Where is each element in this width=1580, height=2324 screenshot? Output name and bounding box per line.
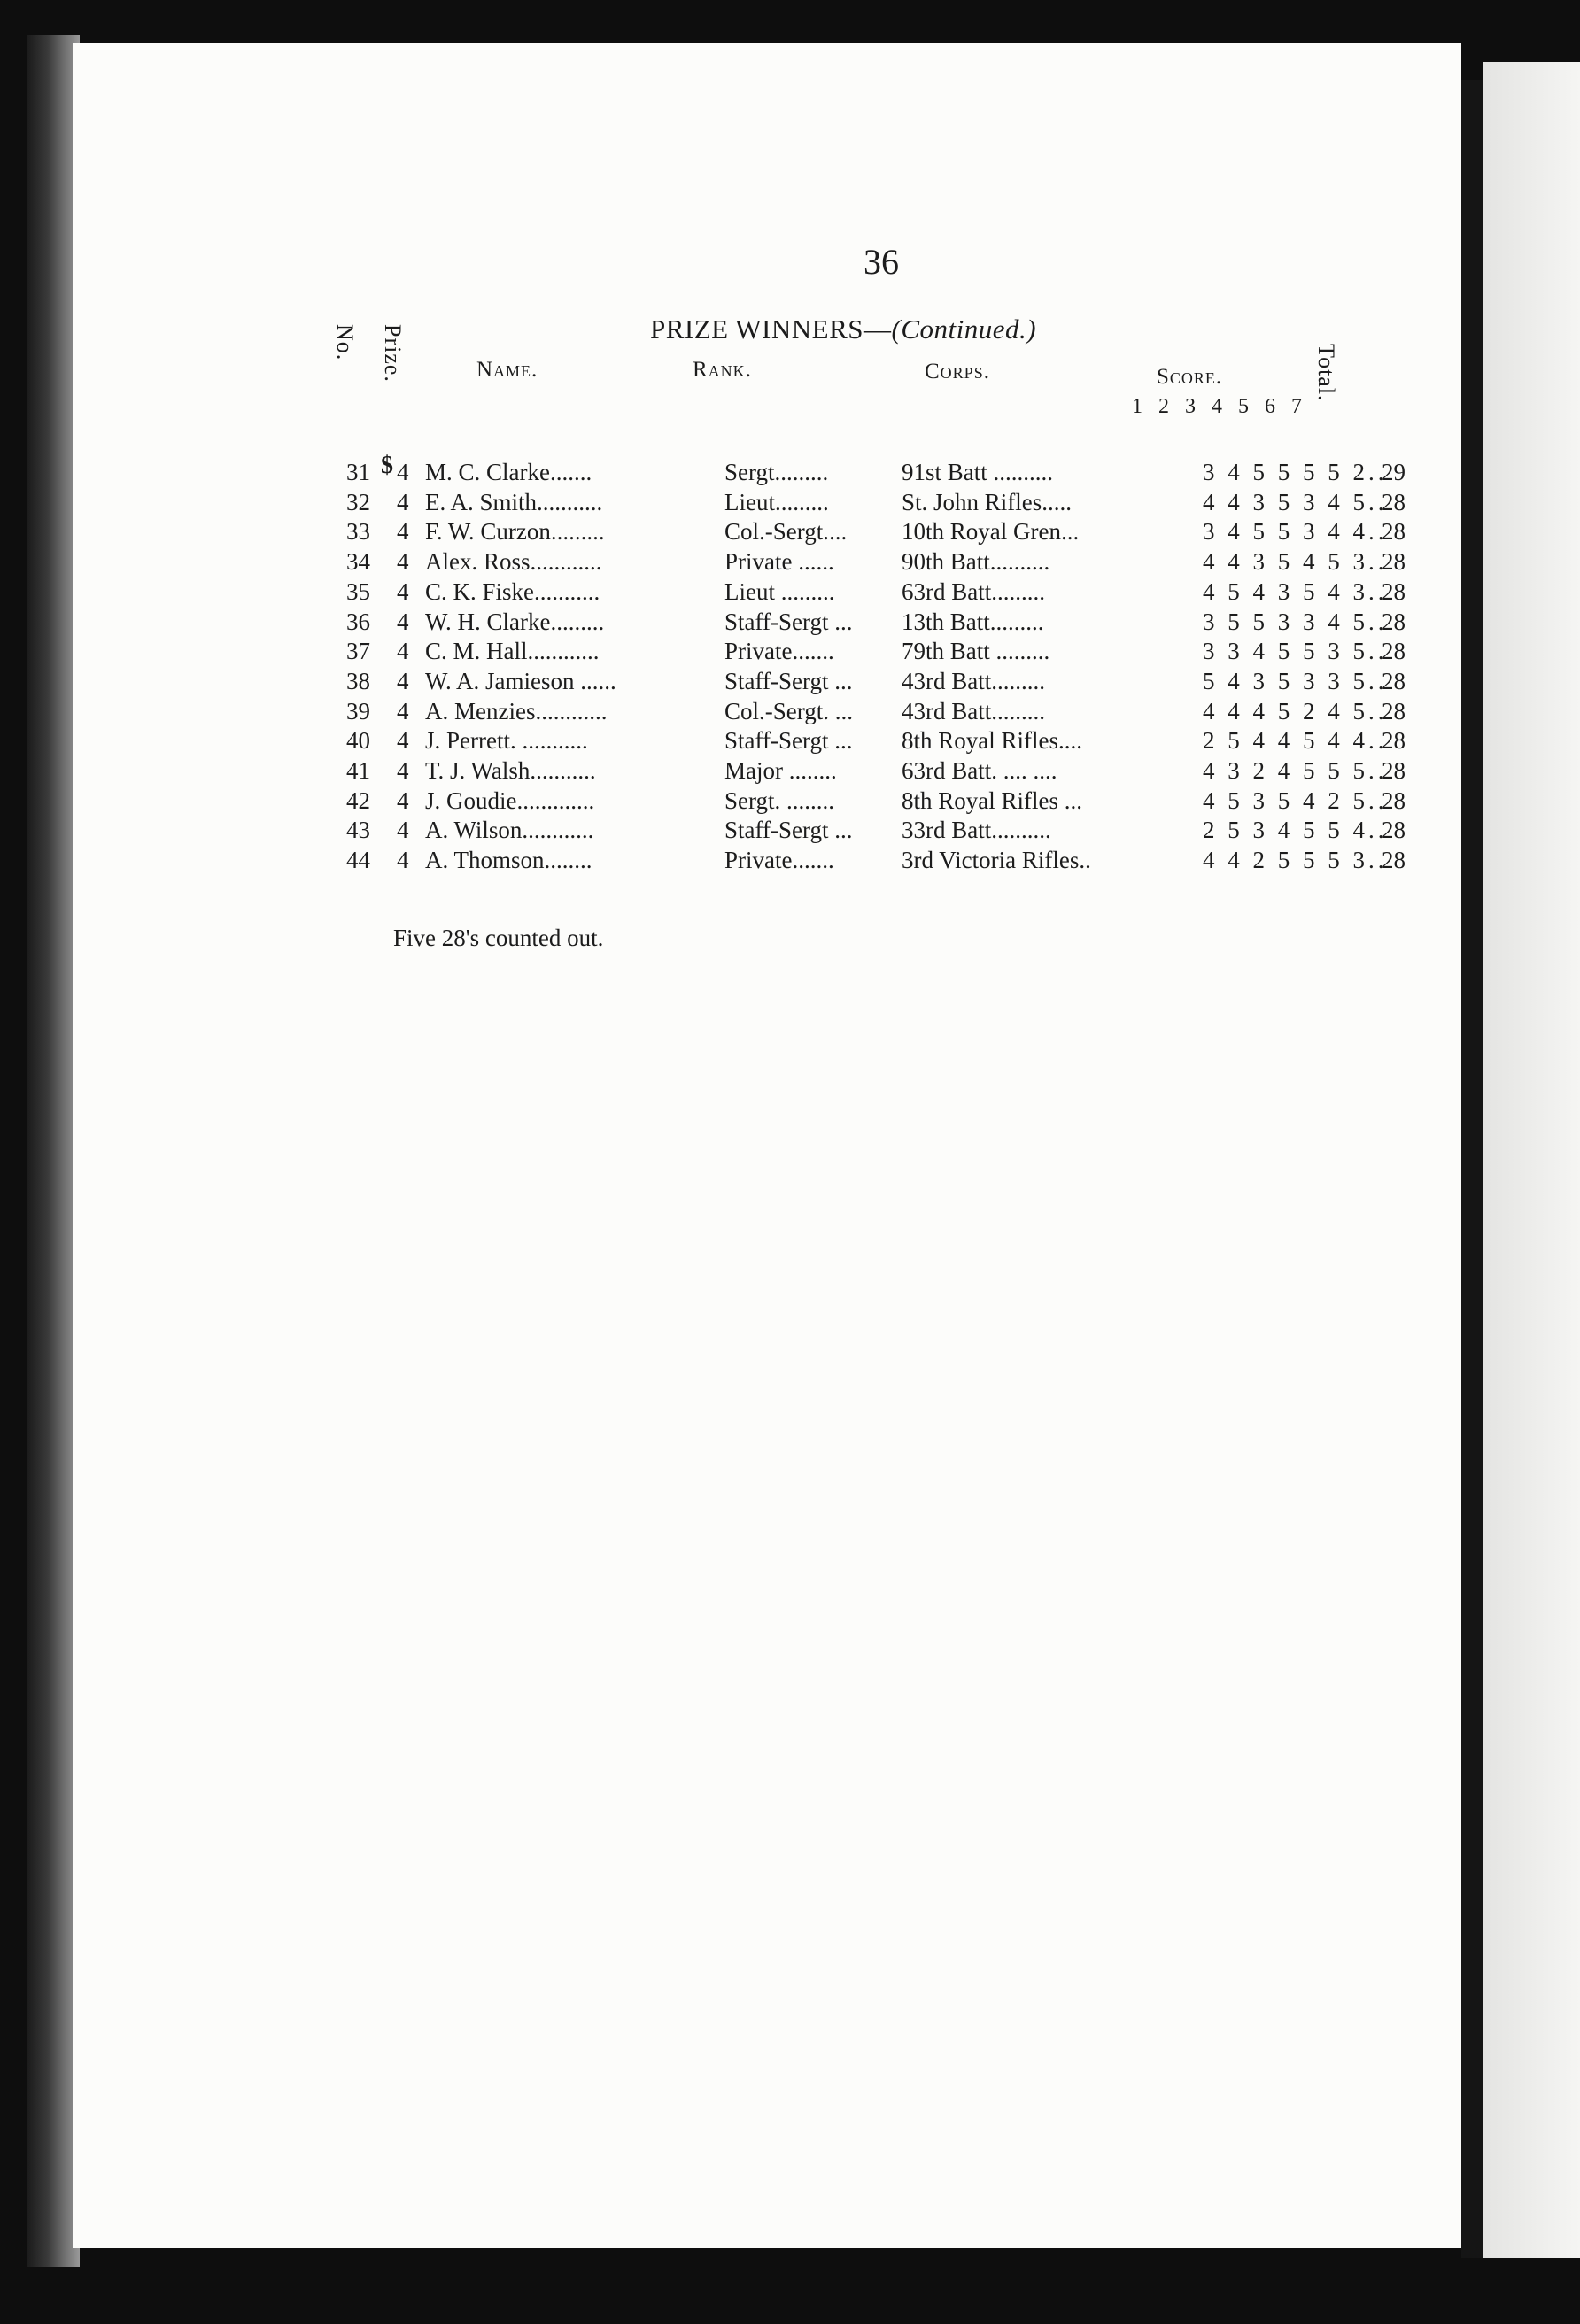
cell-prize: 4 [397,667,409,694]
cell-prize: 4 [397,488,409,515]
cell-corps: 63rd Batt......... [902,577,1045,605]
cell-name: A. Menzies............ [425,697,608,724]
cell-name: W. A. Jamieson ...... [425,667,616,694]
cell-corps: 3rd Victoria Rifles.. [902,847,1091,874]
cell-corps: 8th Royal Rifles ... [902,786,1082,814]
cell-name: J. Perrett. ........... [425,727,588,755]
header-prize: Prize. [380,324,406,383]
table-row [73,847,1461,877]
table-row [73,638,1461,668]
table-row [73,757,1461,787]
header-name: Name. [476,358,538,382]
header-dollar: $ [381,452,393,479]
cell-corps: 79th Batt ......... [902,638,1050,665]
table-row [73,817,1461,847]
cell-prize: 4 [397,518,409,546]
cell-prize: 4 [397,786,409,814]
cell-score: 2 5 4 4 5 4 4.. [1203,727,1388,755]
table-row [73,787,1461,817]
table-row [73,668,1461,698]
cell-total: 28 [1382,488,1406,515]
cell-rank: Lieut......... [724,488,829,515]
cell-corps: 43rd Batt......... [902,667,1045,694]
cell-rank: Col.-Sergt.... [724,518,848,546]
cell-no: 40 [346,727,370,755]
cell-corps: 91st Batt .......... [902,459,1054,485]
cell-total: 28 [1382,577,1406,605]
table-row [73,727,1461,757]
cell-rank: Sergt......... [724,459,829,485]
cell-name: F. W. Curzon......... [425,518,605,546]
cell-total: 28 [1382,697,1406,724]
cell-corps: 63rd Batt. .... .... [902,757,1057,784]
cell-no: 43 [346,817,370,844]
cell-rank: Staff-Sergt ... [724,727,853,755]
cell-score: 4 4 2 5 5 5 3.. [1203,847,1388,874]
table-row [73,608,1461,639]
cell-corps: St. John Rifles..... [902,488,1073,515]
cell-no: 38 [346,667,370,694]
cell-rank: Staff-Sergt ... [724,817,853,844]
cell-rank: Private....... [724,638,834,665]
cell-no: 41 [346,757,370,784]
cell-no: 32 [346,488,370,515]
cell-total: 28 [1382,847,1406,874]
cell-total: 28 [1382,608,1406,635]
cell-score: 4 4 3 5 3 4 5.. [1203,488,1388,515]
cell-name: C. K. Fiske........... [425,577,600,605]
cell-prize: 4 [397,608,409,635]
cell-name: E. A. Smith........... [425,488,603,515]
cell-corps: 90th Batt.......... [902,548,1050,576]
cell-name: A. Wilson............ [425,817,594,844]
cell-rank: Staff-Sergt ... [724,608,853,635]
header-corps: Corps. [925,360,990,383]
table-row [73,518,1461,548]
header-total: Total. [1313,344,1339,402]
cell-no: 36 [346,608,370,635]
cell-total: 28 [1382,757,1406,784]
cell-no: 37 [346,638,370,665]
cell-no: 33 [346,518,370,546]
cell-total: 28 [1382,638,1406,665]
cell-prize: 4 [397,697,409,724]
cell-corps: 10th Royal Gren... [902,518,1080,546]
cell-name: A. Thomson........ [425,847,592,874]
cell-name: C. M. Hall............ [425,638,600,665]
cell-total: 28 [1382,817,1406,844]
cell-total: 28 [1382,548,1406,576]
cell-rank: Col.-Sergt. ... [724,697,854,724]
header-no: No. [332,324,358,361]
footnote: Five 28's counted out. [393,925,604,951]
cell-name: J. Goudie............. [425,786,595,814]
cell-prize: 4 [397,847,409,874]
cell-total: 28 [1382,518,1406,546]
cell-rank: Private ...... [724,548,834,576]
table-row [73,548,1461,578]
cell-total: 29 [1382,459,1406,485]
cell-total: 28 [1382,727,1406,755]
cell-score: 4 4 3 5 4 5 3.. [1203,548,1388,576]
cell-score: 5 4 3 5 3 3 5.. [1203,667,1388,694]
book-page-edge [27,35,80,2267]
cell-no: 34 [346,548,370,576]
cell-rank: Sergt. ........ [724,786,835,814]
table-row [73,489,1461,519]
cell-prize: 4 [397,459,409,485]
cell-prize: 4 [397,548,409,576]
cell-rank: Major ........ [724,757,837,784]
cell-prize: 4 [397,577,409,605]
cell-name: T. J. Walsh........... [425,757,596,784]
cell-score: 3 5 5 3 3 4 5.. [1203,608,1388,635]
cell-prize: 4 [397,727,409,755]
book-spine [1461,80,1483,2258]
cell-prize: 4 [397,817,409,844]
cell-name: Alex. Ross............ [425,548,602,576]
table-row [73,459,1461,489]
cell-corps: 8th Royal Rifles.... [902,727,1082,755]
header-score: Score. [1157,365,1223,389]
title-continued: (Continued.) [891,314,1037,345]
cell-score: 3 4 5 5 5 5 2.. [1203,459,1388,485]
cell-name: W. H. Clarke......... [425,608,605,635]
header-score-digits: 1 2 3 4 5 6 7 [1132,395,1307,418]
table-row [73,698,1461,728]
cell-total: 28 [1382,786,1406,814]
cell-score: 2 5 3 4 5 5 4.. [1203,817,1388,844]
cell-rank: Private....... [724,847,834,874]
cell-score: 3 3 4 5 5 3 5.. [1203,638,1388,665]
cell-corps: 33rd Batt.......... [902,817,1051,844]
page-title [650,314,1036,345]
cell-no: 42 [346,786,370,814]
cell-name: M. C. Clarke....... [425,459,592,485]
header-rank: Rank. [693,358,752,382]
cell-score: 3 4 5 5 3 4 4.. [1203,518,1388,546]
cell-score: 4 5 4 3 5 4 3.. [1203,577,1388,605]
cell-rank: Staff-Sergt ... [724,667,853,694]
cell-score: 4 4 4 5 2 4 5.. [1203,697,1388,724]
cell-rank: Lieut ......... [724,577,835,605]
cell-corps: 43rd Batt......... [902,697,1045,724]
cell-corps: 13th Batt......... [902,608,1044,635]
cell-no: 39 [346,697,370,724]
adjacent-page [1483,62,1580,2258]
cell-score: 4 3 2 4 5 5 5.. [1203,757,1388,784]
cell-total: 28 [1382,667,1406,694]
cell-prize: 4 [397,638,409,665]
title-main: PRIZE WINNERS— [650,314,892,345]
cell-no: 31 [346,459,370,485]
cell-score: 4 5 3 5 4 2 5.. [1203,786,1388,814]
page-number: 36 [864,242,899,282]
table-row [73,578,1461,608]
cell-no: 35 [346,577,370,605]
cell-prize: 4 [397,757,409,784]
book-page [73,43,1461,2248]
cell-no: 44 [346,847,370,874]
